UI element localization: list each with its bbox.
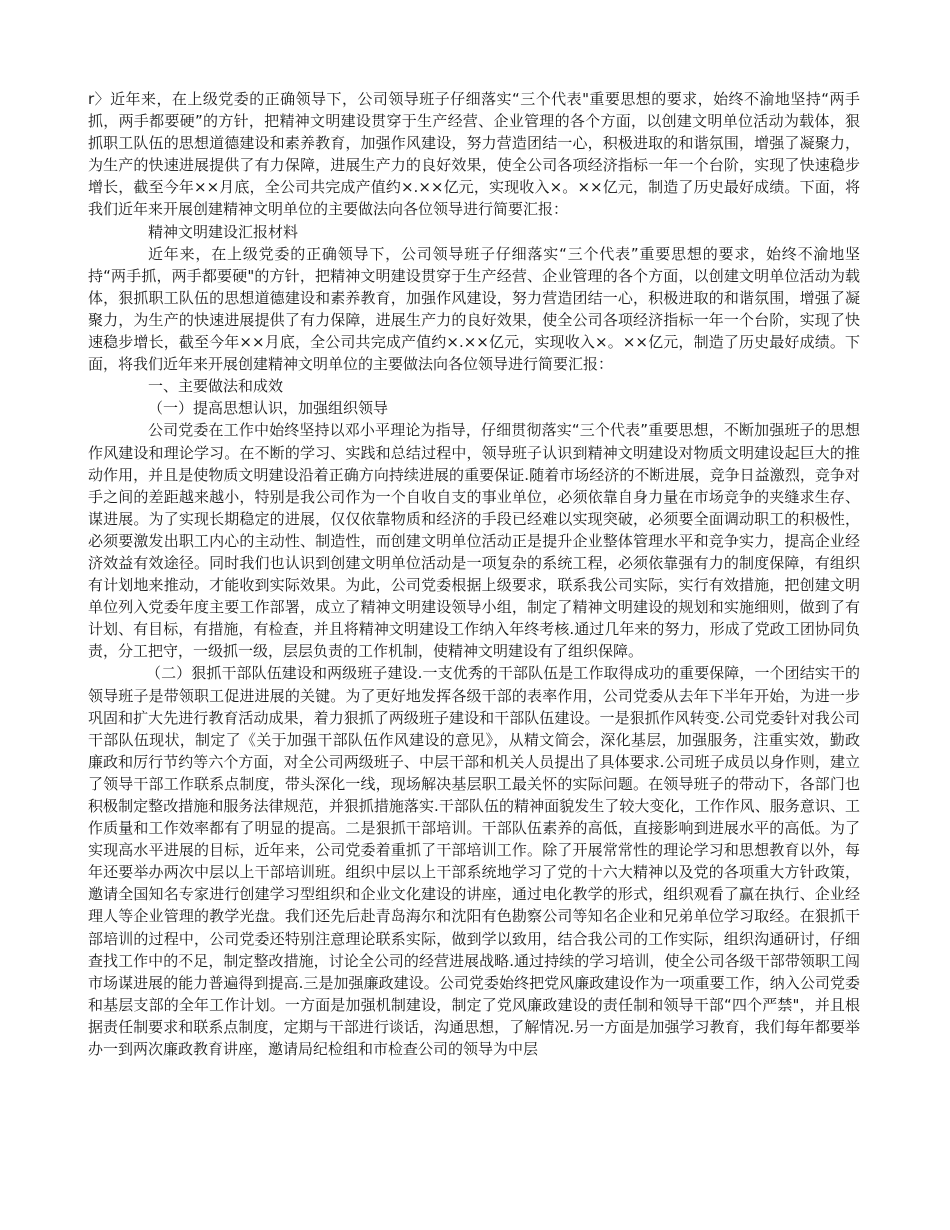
body-paragraph-3: （二）狠抓干部队伍建设和两级班子建设.一支优秀的干部队伍是工作取得成功的重要保障，一个团结实干的领导班子是带领职工促进进展的关键。为了更好地发挥各级干部的表率作用，公司党委从去年下半年开始，为进一步巩固和扩大先进行教育活动成果，着力狠抓了两级班子建设和干部队伍建设。一是狠抓作风转变.公司党委针对我公司干部队伍现状，制定了《关于加强干部队伍作风建设的意见》，从精文简会，深化基层，加强服务，注重实效，勤政廉政和厉行节约等六个方面，对全公司两级班子、中层干部和机关人员提出了具体要求.公司班子成员以身作则，建立了领导干部工作联系点制度，带头深化一线，现场解决基层职工最关怀的实际问题。在领导班子的带动下，各部门也积极制定整改措施和服务法律规范，并狠抓措施落实.干部队伍的精神面貌发生了较大变化，工作作风、服务意识、工作质量和工作效率都有了明显的提高。二是狠抓干部培训。干部队伍素养的高低，直接影响到进展水平的高低。为了实现高水平进展的目标，近年来，公司党委着重抓了干部培训工作。除了开展常常性的理论学习和思想教育以外，每年还要举办两次中层以上干部培训班。组织中层以上干部系统地学习了党的十六大精神以及党的各项重大方针政策，邀请全国知名专家进行创建学习型组织和企业文化建设的讲座，通过电化教学的形式，组织观看了赢在执行、企业经理人等企业管理的教学光盘。我们还先后赴青岛海尔和沈阳有色勘察公司等知名企业和兄弟单位学习取经。在狠抓干部培训的过程中，公司党委还特别注意理论联系实际，做到学以致用，结合我公司的工作实际，组织沟通研讨，仔细查找工作中的不足，制定整改措施，讨论全公司的经营进展战略.通过持续的学习培训，使全公司各级干部带领职工闯市场谋进展的能力普遍得到提高.三是加强廉政建设。公司党委始终把党风廉政建设作为一项重要工作，纳入公司党委和基层支部的全年工作计划。一方面是加强机制建设，制定了党风廉政建设的责任制和领导干部“四个严禁"，并且根据责任制要求和联系点制度，定期与干部进行谈话，沟通思想，了解情况.另一方面是加强学习教育，我们每年都要举办一到两次廉政教育讲座，邀请局纪检组和市检查公司的领导为中层 <box>88 664 860 1059</box>
body-paragraph-2: 公司党委在工作中始终坚持以邓小平理论为指导，仔细贯彻落实“三个代表”重要思想，不断加强班子的思想作风建设和理论学习。在不断的学习、实践和总结过程中，领导班子认识到精神文明建设对物质文明建设起巨大的推动作用，并且是使物质文明建设沿着正确方向持续进展的重要保证.随着市场经济的不断进展，竞争日益激烈，竞争对手之间的差距越来越小，特别是我公司作为一个自收自支的事业单位，必须依靠自身力量在市场竞争的夹缝求生存、谋进展。为了实现长期稳定的进展，仅仅依靠物质和经济的手段已经难以实现突破，必须要全面调动职工的积极性，必须要激发出职工内心的主动性、制造性，而创建文明单位活动正是提升企业整体管理水平和竞争实力，提高企业经济效益有效途径。同时我们也认识到创建文明单位活动是一项复杂的系统工程，必须依靠强有力的制度保障，有组织有计划地来推动，才能收到实际效果。为此，公司党委根据上级要求，联系我公司实际，实行有效措施，把创建文明单位列入党委年度主要工作部署，成立了精神文明建设领导小组，制定了精神文明建设的规划和实施细则，做到了有计划、有目标，有措施，有检查，并且将精神文明建设工作纳入年终考核.通过几年来的努力，形成了党政工团协同负责，分工把守，一级抓一级，层层负责的工作机制，使精神文明建设有了组织保障。 <box>88 421 860 661</box>
subsection-heading-organization: （一）提高思想认识，加强组织领导 <box>148 399 389 418</box>
document-page <box>88 88 860 1060</box>
body-paragraph-1: 近年来，在上级党委的正确领导下，公司领导班子仔细落实“三个代表”重要思想的要求，始终不渝地坚持“两手抓，两手都要硬"的方针，把精神文明建设贯穿于生产经营、企业管理的各个方面，以创建文明单位活动为载体，狠抓职工队伍的思想道德建设和素养教育，加强作风建设，努力营造团结一心，积极进取的和谐氛围，增强了凝聚力，为生产的快速进展提供了有力保障，进展生产力的良好效果，使全公司各项经济指标一年一个台阶，实现了快速稳步增长，截至今年××月底，全公司共完成产值约×.××亿元，实现收入×。××亿元，制造了历史最好成绩。下面，将我们近年来开展创建精神文明单位的主要做法向各位领导进行简要汇报： <box>88 244 860 374</box>
document-title: 精神文明建设汇报材料 <box>148 222 299 241</box>
section-heading-main-practices: 一、主要做法和成效 <box>148 377 284 396</box>
intro-paragraph: r〉近年来，在上级党委的正确领导下，公司领导班子仔细落实“三个代表"重要思想的要求，始终不渝地坚持“两手抓，两手都要硬”的方针，把精神文明建设贯穿于生产经营、企业管理的各个方面，以创建文明单位活动为载体，狠抓职工队伍的思想道德建设和素养教育，加强作风建设，努力营造团结一心，积极进取的和谐氛围，增强了凝聚力，为生产的快速进展提供了有力保障，进展生产力的良好效果，使全公司各项经济指标一年一个台阶，实现了快速稳步增长，截至今年××月底，全公司共完成产值约×.××亿元，实现收入×。××亿元，制造了历史最好成绩。下面，将我们近年来开展创建精神文明单位的主要做法向各位领导进行简要汇报： <box>88 90 860 219</box>
